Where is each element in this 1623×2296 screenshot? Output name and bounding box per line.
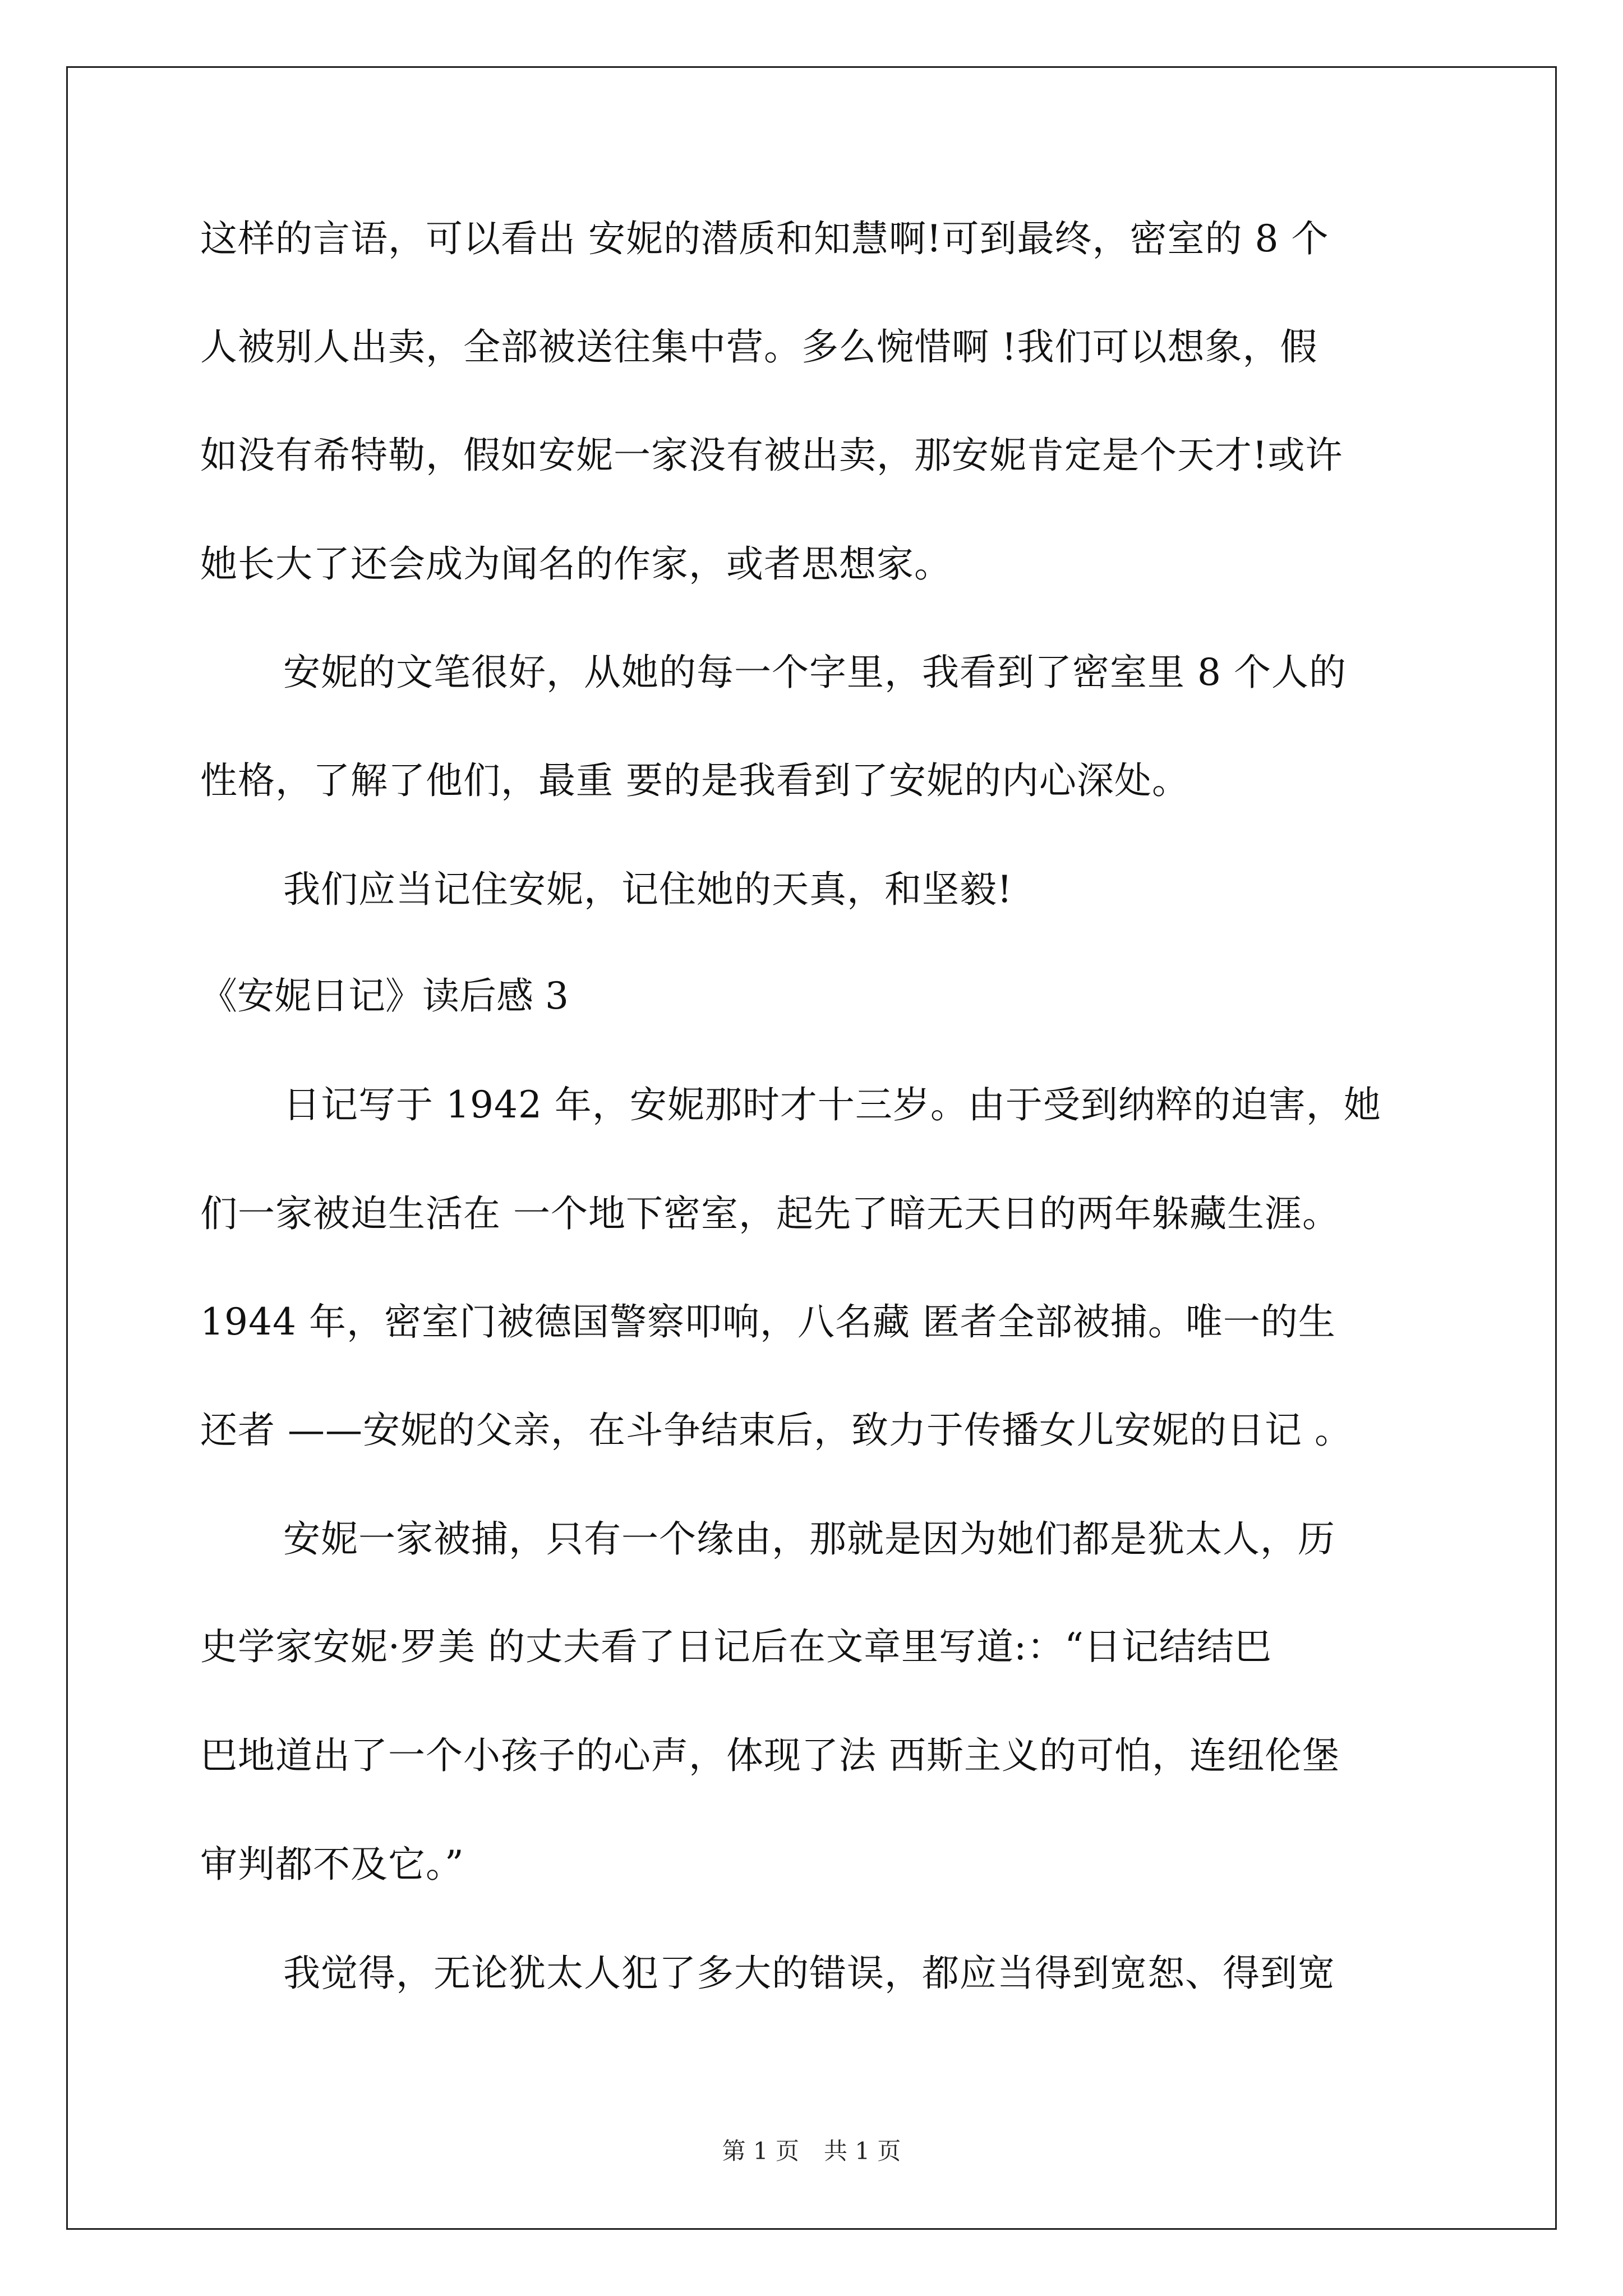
text-line: 日记写于 1942 年，安妮那时才十三岁。由于受到纳粹的迫害，她	[283, 1083, 1381, 1126]
text-line: 巴地道出了一个小孩子的心声，体现了法 西斯主义的可怕，连纽伦堡	[200, 1734, 1340, 1777]
text-line: 还者 ——安妮的父亲，在斗争结束后，致力于传播女儿安妮的日记 。	[200, 1409, 1352, 1452]
text-line: 1944 年，密室门被德国警察叩响，八名藏 匿者全部被捕。唯一的生	[200, 1300, 1336, 1343]
text-line: 这样的言语，可以看出 安妮的潜质和知慧啊!可到最终，密室的 8 个	[200, 217, 1329, 260]
page-number: 第 1 页	[722, 2137, 799, 2165]
text-line: 们一家被迫生活在 一个地下密室，起先了暗无天日的两年躲藏生涯。	[200, 1192, 1340, 1235]
page-total: 共 1 页	[824, 2137, 901, 2165]
text-line: 史学家安妮·罗美 的丈夫看了日记后在文章里写道:：“日记结结巴	[200, 1625, 1272, 1668]
page-border	[66, 66, 1557, 2230]
text-line: 我们应当记住安妮，记住她的天真，和坚毅!	[283, 868, 1013, 911]
text-line: 如没有希特勒，假如安妮一家没有被出卖，那安妮肯定是个天才!或许	[200, 434, 1343, 477]
text-line: 安妮一家被捕，只有一个缘由，那就是因为她们都是犹太人，历	[283, 1517, 1335, 1561]
text-line: 性格，了解了他们，最重 要的是我看到了安妮的内心深处。	[200, 759, 1189, 802]
text-line: 审判都不及它。”	[200, 1843, 464, 1886]
text-line: 安妮的文笔很好，从她的每一个字里，我看到了密室里 8 个人的	[283, 651, 1347, 694]
section-heading: 《安妮日记》读后感 3	[200, 974, 569, 1018]
text-line: 人被别人出卖，全部被送往集中营。多么惋惜啊 !我们可以想象，假	[200, 325, 1318, 369]
text-line: 我觉得，无论犹太人犯了多大的错误，都应当得到宽恕、得到宽	[283, 1952, 1335, 1995]
page-footer	[0, 2137, 1623, 2165]
text-line: 她长大了还会成为闻名的作家，或者思想家。	[200, 542, 952, 586]
